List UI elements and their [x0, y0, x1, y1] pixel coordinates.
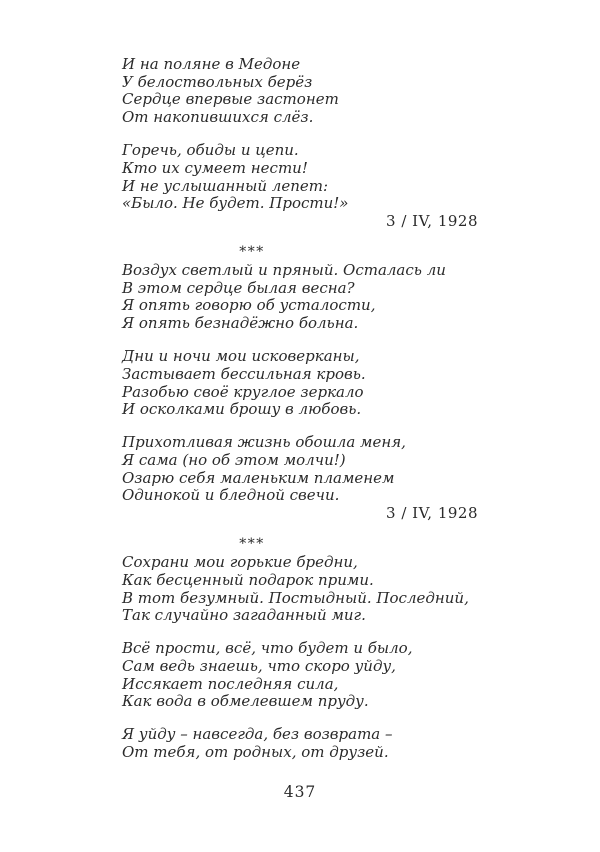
poem-line: Я уйду – навсегда, без возврата – — [122, 725, 393, 744]
poem-1-stanza-2 — [122, 142, 482, 213]
poem-line: Кто их сумеет нести! — [122, 158, 308, 177]
poem-line: Иссякает последняя сила, — [122, 674, 339, 693]
poem-line: Я опять говорю об усталости, — [122, 296, 376, 315]
poem-line: От накопившихся слёз. — [122, 108, 314, 127]
poem-line: Прихотливая жизнь обошла меня, — [122, 433, 406, 452]
poem-line: Дни и ночи мои исковерканы, — [122, 347, 360, 366]
page-number: 437 — [283, 783, 317, 801]
poem-separator: *** — [239, 536, 265, 553]
poem-3-stanza-3 — [122, 726, 482, 761]
poem-2 — [122, 262, 482, 523]
poem-line: У белоствольных берёз — [122, 72, 313, 91]
poem-line: Горечь, обиды и цепи. — [122, 141, 299, 160]
poem-1 — [122, 56, 482, 231]
poem-1-date: 3 / IV, 1928 — [386, 211, 478, 230]
poem-2-stanza-3 — [122, 434, 482, 505]
poem-line: Сердце впервые застонет — [122, 90, 339, 109]
poem-line: Воздух светлый и пряный. Осталась ли — [122, 261, 446, 280]
poem-line: Разобью своё круглое зеркало — [122, 382, 364, 401]
poem-3-stanza-2 — [122, 640, 482, 711]
poem-line: И осколками брошу в любовь. — [122, 400, 362, 419]
poem-line: В тот безумный. Постыдный. Последний, — [122, 588, 469, 607]
poem-line: «Было. Не будет. Прости!» — [122, 194, 349, 213]
poem-line: Я сама (но об этом молчи!) — [122, 450, 346, 469]
poem-2-stanza-1 — [122, 262, 482, 333]
poem-line: Сам ведь знаешь, что скоро уйду, — [122, 656, 396, 675]
poem-line: В этом сердце былая весна? — [122, 278, 355, 297]
poem-separator: *** — [239, 244, 265, 261]
poem-line: Озарю себя маленьким пламенем — [122, 468, 395, 487]
poem-line: Так случайно загаданный миг. — [122, 606, 366, 625]
poem-line: И не услышанный лепет: — [122, 176, 329, 195]
poem-line: Как вода в обмелевшем пруду. — [122, 692, 369, 711]
poem-line: Как бесценный подарок прими. — [122, 570, 374, 589]
poem-line: Я опять безнадёжно больна. — [122, 314, 359, 333]
poem-line: Всё прости, всё, что будет и было, — [122, 639, 413, 658]
poem-line: Одинокой и бледной свечи. — [122, 486, 340, 505]
poem-line: Сохрани мои горькие бредни, — [122, 553, 358, 572]
poem-1-stanza-1 — [122, 56, 482, 127]
poem-2-date: 3 / IV, 1928 — [386, 504, 478, 523]
poem-2-stanza-2 — [122, 348, 482, 419]
poem-3 — [122, 554, 482, 762]
poem-line: И на поляне в Медоне — [122, 55, 301, 73]
poem-3-stanza-1 — [122, 554, 482, 625]
page-content — [122, 56, 482, 762]
poem-line: Застывает бессильная кровь. — [122, 364, 366, 383]
poem-line: От тебя, от родных, от друзей. — [122, 743, 389, 762]
